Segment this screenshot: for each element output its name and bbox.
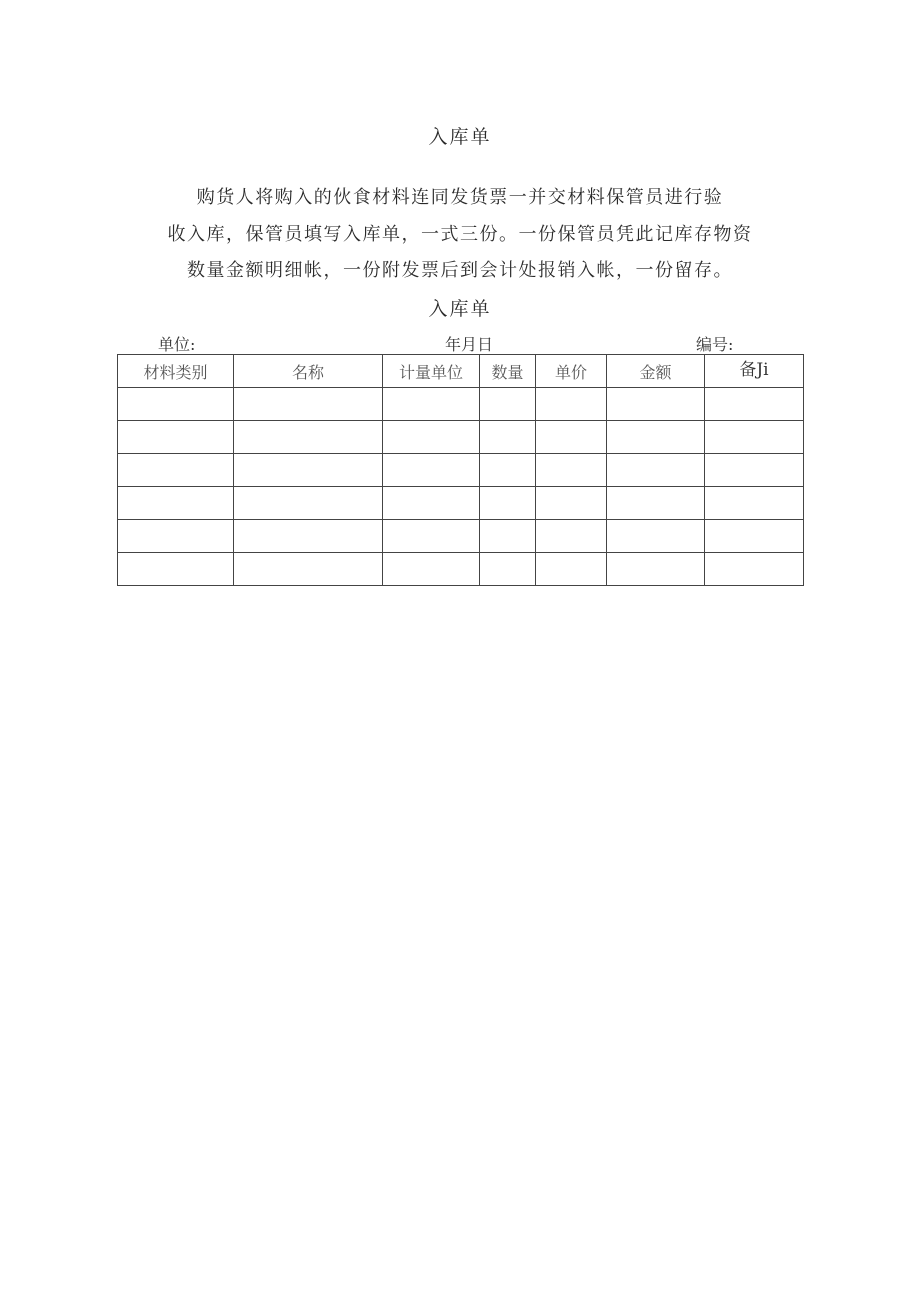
table-cell [118, 553, 234, 586]
table-cell [607, 487, 705, 520]
table-cell [118, 487, 234, 520]
table-cell [705, 421, 804, 454]
table-cell [705, 520, 804, 553]
table-cell [118, 421, 234, 454]
table-row [118, 388, 804, 421]
table-cell [480, 454, 536, 487]
table-row [118, 553, 804, 586]
table-cell [705, 454, 804, 487]
instruction-line-1: 购货人将购入的伙食材料连同发货票一并交材料保管员进行验 [196, 187, 724, 208]
table-cell [234, 487, 383, 520]
table-cell [536, 487, 607, 520]
table-cell [480, 421, 536, 454]
table-cell [705, 388, 804, 421]
table-cell [383, 454, 480, 487]
table-cell [383, 487, 480, 520]
header-name: 名称 [234, 355, 383, 388]
header-unit-price: 单价 [536, 355, 607, 388]
table-cell [480, 520, 536, 553]
date-label: 年月日 [445, 335, 494, 354]
table-header-row [118, 355, 804, 388]
table-cell [480, 487, 536, 520]
table-cell [383, 421, 480, 454]
form-title: 入库单 [428, 298, 492, 320]
table-cell [536, 553, 607, 586]
table-cell [118, 454, 234, 487]
header-material-category: 材料类别 [118, 355, 234, 388]
table-row [118, 421, 804, 454]
table-cell [234, 454, 383, 487]
table-row [118, 454, 804, 487]
table-cell [234, 388, 383, 421]
table-row [118, 487, 804, 520]
table-cell [536, 421, 607, 454]
table-cell [480, 388, 536, 421]
table-cell [383, 520, 480, 553]
instruction-line-2: 收入库，保管员填写入库单，一式三份。一份保管员凭此记库存物资 [167, 224, 753, 245]
document-title: 入库单 [428, 126, 492, 148]
header-quantity: 数量 [480, 355, 536, 388]
table-cell [234, 421, 383, 454]
table-cell [118, 520, 234, 553]
table-cell [607, 421, 705, 454]
table-cell [607, 388, 705, 421]
table-cell [118, 388, 234, 421]
table-cell [234, 553, 383, 586]
table-cell [234, 520, 383, 553]
table-cell [607, 553, 705, 586]
table-cell [705, 553, 804, 586]
table-row [118, 520, 804, 553]
table-cell [536, 454, 607, 487]
table-cell [536, 520, 607, 553]
unit-label: 单位: [158, 335, 196, 354]
table-cell [383, 388, 480, 421]
warehouse-receipt-table [117, 354, 804, 586]
header-amount: 金额 [607, 355, 705, 388]
table-cell [705, 487, 804, 520]
number-label: 编号: [696, 335, 734, 354]
table-cell [536, 388, 607, 421]
instruction-line-3: 数量金额明细帐，一份附发票后到会计处报销入帐，一份留存。 [187, 260, 733, 281]
table-cell [480, 553, 536, 586]
table-cell [607, 454, 705, 487]
header-unit-of-measure: 计量单位 [383, 355, 480, 388]
table-cell [383, 553, 480, 586]
header-remark: 备Ji [705, 355, 804, 388]
table-cell [607, 520, 705, 553]
